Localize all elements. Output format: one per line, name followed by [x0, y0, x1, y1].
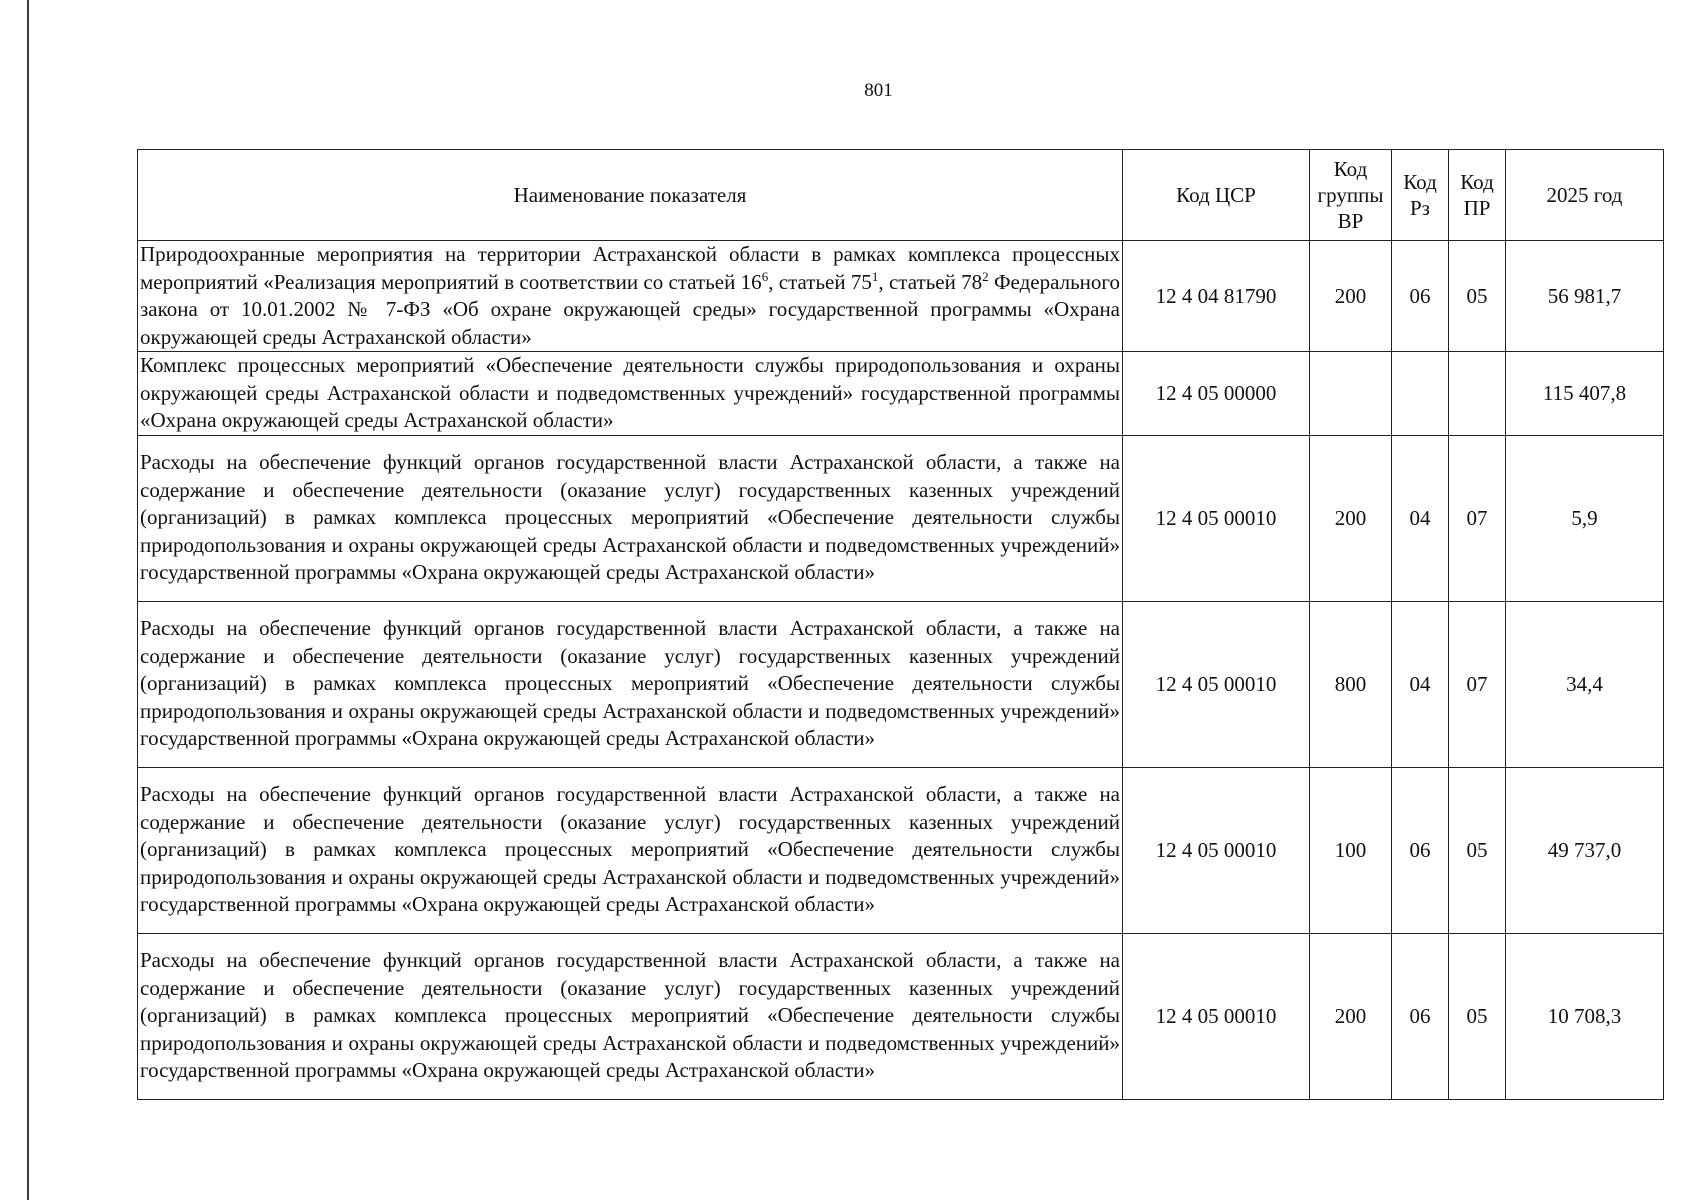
header-rz: Код Рз [1392, 150, 1449, 241]
row-vr: 100 [1310, 767, 1392, 933]
table-row [138, 933, 1664, 1099]
table-row [138, 241, 1664, 352]
row-vr [1310, 352, 1392, 436]
row-rz: 04 [1392, 435, 1449, 601]
row-rz: 06 [1392, 767, 1449, 933]
row-vr: 200 [1310, 933, 1392, 1099]
row-name: Расходы на обеспечение функций органов государственной власти Астраханской области, а также на содержание и обеспечение деятельности (оказание услуг) государственных казенных учреждений (организаций) в рамках комплекса процессных мероприятий «Обеспечение деятельности службы природопользования и охраны окружающей среды Астраханской области и подведомственных учреждений» государственной программы «Охрана окружающей среды Астраханской области» [138, 601, 1123, 767]
table-row [138, 435, 1664, 601]
row-vr: 200 [1310, 241, 1392, 352]
row-csr: 12 4 05 00000 [1123, 352, 1310, 436]
row-name: Расходы на обеспечение функций органов государственной власти Астраханской области, а также на содержание и обеспечение деятельности (оказание услуг) государственных казенных учреждений (организаций) в рамках комплекса процессных мероприятий «Обеспечение деятельности службы природопользования и охраны окружающей среды Астраханской области и подведомственных учреждений» государственной программы «Охрана окружающей среды Астраханской области» [138, 435, 1123, 601]
table-header-row [138, 150, 1664, 241]
row-name: Расходы на обеспечение функций органов государственной власти Астраханской области, а также на содержание и обеспечение деятельности (оказание услуг) государственных казенных учреждений (организаций) в рамках комплекса процессных мероприятий «Обеспечение деятельности службы природопользования и охраны окружающей среды Астраханской области и подведомственных учреждений» государственной программы «Охрана окружающей среды Астраханской области» [138, 933, 1123, 1099]
row-pr [1449, 352, 1506, 436]
row-name: Природоохранные мероприятия на территории Астраханской области в рамках комплекса процессных мероприятий «Реализация мероприятий в соответствии со статьей $16^6$, статьей $75^1$, статьей $78^2$ Федерального закона от 10.01.2002 № 7-ФЗ «Об охране окружающей среды» государственной программы «Охрана окружающей среды Астраханской области» [138, 241, 1123, 352]
header-name: Наименование показателя [138, 150, 1123, 241]
page-number: 801 [864, 80, 893, 101]
row-amount: 49 737,0 [1506, 767, 1664, 933]
row-rz: 06 [1392, 241, 1449, 352]
table-row [138, 601, 1664, 767]
budget-table [137, 149, 1664, 1100]
row-pr: 05 [1449, 241, 1506, 352]
row-rz [1392, 352, 1449, 436]
row-csr: 12 4 05 00010 [1123, 601, 1310, 767]
row-pr: 07 [1449, 601, 1506, 767]
table-row [138, 352, 1664, 436]
row-name: Комплекс процессных мероприятий «Обеспечение деятельности службы природопользования и охраны окружающей среды Астраханской области и подведомственных учреждений» государственной программы «Охрана окружающей среды Астраханской области» [138, 352, 1123, 436]
row-csr: 12 4 04 81790 [1123, 241, 1310, 352]
row-pr: 05 [1449, 933, 1506, 1099]
row-amount: 56 981,7 [1506, 241, 1664, 352]
row-name: Расходы на обеспечение функций органов государственной власти Астраханской области, а также на содержание и обеспечение деятельности (оказание услуг) государственных казенных учреждений (организаций) в рамках комплекса процессных мероприятий «Обеспечение деятельности службы природопользования и охраны окружающей среды Астраханской области и подведомственных учреждений» государственной программы «Охрана окружающей среды Астраханской области» [138, 767, 1123, 933]
row-rz: 04 [1392, 601, 1449, 767]
row-csr: 12 4 05 00010 [1123, 933, 1310, 1099]
row-rz: 06 [1392, 933, 1449, 1099]
row-pr: 05 [1449, 767, 1506, 933]
header-vr: Код группы ВР [1310, 150, 1392, 241]
row-amount: 10 708,3 [1506, 933, 1664, 1099]
row-amount: 5,9 [1506, 435, 1664, 601]
row-pr: 07 [1449, 435, 1506, 601]
header-pr: Код ПР [1449, 150, 1506, 241]
row-csr: 12 4 05 00010 [1123, 767, 1310, 933]
table-row [138, 767, 1664, 933]
row-amount: 115 407,8 [1506, 352, 1664, 436]
binding-margin-line [27, 0, 29, 1200]
row-csr: 12 4 05 00010 [1123, 435, 1310, 601]
header-year: 2025 год [1506, 150, 1664, 241]
header-csr: Код ЦСР [1123, 150, 1310, 241]
row-vr: 200 [1310, 435, 1392, 601]
row-vr: 800 [1310, 601, 1392, 767]
row-amount: 34,4 [1506, 601, 1664, 767]
